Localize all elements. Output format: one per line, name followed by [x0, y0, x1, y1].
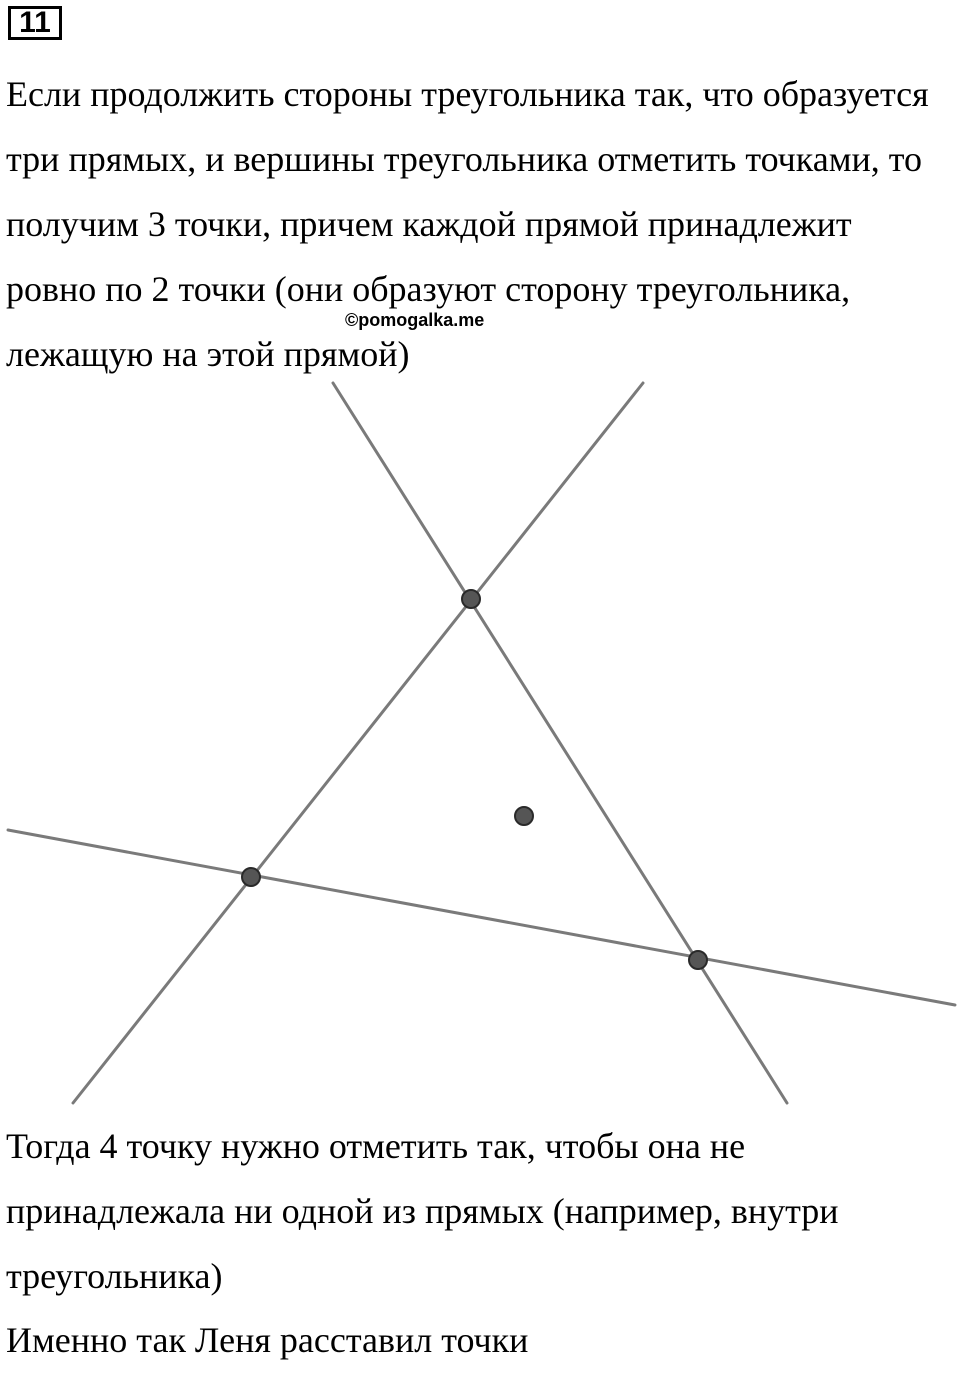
intro-line: ровно по 2 точки (они образуют сторону треугольника,	[6, 269, 851, 309]
explanation-line: треугольника)	[6, 1256, 223, 1296]
explanation-paragraph	[6, 1114, 839, 1309]
intro-line: три прямых, и вершины треугольника отметить точками, то	[6, 139, 923, 179]
intro-line: получим 3 точки, причем каждой прямой принадлежит	[6, 204, 852, 244]
vertex-point-top	[462, 590, 480, 608]
intro-line: лежащую на этой прямой)	[6, 334, 410, 374]
explanation-line: принадлежала ни одной из прямых (например, внутри	[6, 1191, 839, 1231]
line-top-left-to-bottom-right	[333, 383, 787, 1103]
vertex-point-right	[689, 951, 707, 969]
intro-line: Если продолжить стороны треугольника так, что образуется	[6, 74, 929, 114]
conclusion-line: Именно так Леня расставил точки	[6, 1320, 529, 1360]
fourth-point-inside	[515, 807, 533, 825]
watermark: ©pomogalka.me	[345, 310, 485, 330]
vertex-point-left	[242, 868, 260, 886]
line-horizontal	[8, 830, 955, 1005]
line-top-right-to-bottom-left	[73, 383, 643, 1103]
explanation-line: Тогда 4 точку нужно отметить так, чтобы она не	[6, 1126, 746, 1166]
task-number-box: 11	[8, 6, 62, 40]
intro-paragraph	[6, 62, 929, 387]
triangle-lines-figure	[0, 380, 960, 1105]
